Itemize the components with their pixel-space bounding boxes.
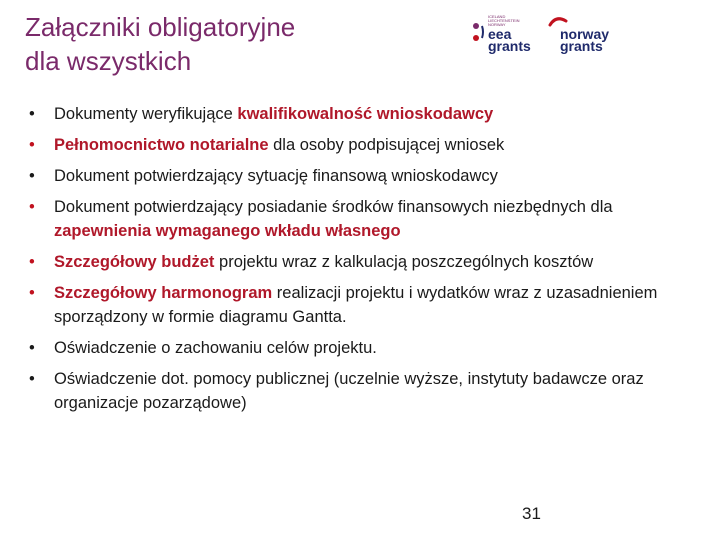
title-line-1: Załączniki obligatoryjne (25, 12, 296, 42)
norway-logo-line1: norway (560, 26, 610, 42)
norway-logo-line2: grants (560, 38, 603, 54)
list-item (29, 195, 689, 243)
eea-logo-line2: grants (488, 38, 531, 54)
requirements-list (29, 102, 689, 422)
list-item (29, 164, 689, 188)
page-title (25, 10, 425, 78)
list-item-text: dla osoby podpisującej wniosek (268, 136, 505, 154)
page-number: 31 (522, 504, 541, 523)
eea-grants-icon (470, 20, 490, 50)
title-line-2: dla wszystkich (25, 46, 192, 76)
logo-group (470, 12, 620, 57)
highlighted-text: Pełnomocnictwo notarialne (54, 136, 269, 154)
eea-logo-line1: eea (488, 26, 512, 42)
norway-grants-logo (548, 12, 620, 54)
highlighted-text: Szczegółowy budżet (54, 253, 215, 271)
list-item (29, 133, 689, 157)
list-item (29, 281, 689, 329)
highlighted-text: Szczegółowy harmonogram (54, 284, 273, 302)
list-item-text: Dokument potwierdzający posiadanie środków finansowych niezbędnych dla (54, 198, 613, 216)
list-item-text: Dokument potwierdzający sytuację finansową wnioskodawcy (54, 167, 498, 185)
list-item (29, 102, 689, 126)
list-item-text: Oświadczenie o zachowaniu celów projektu. (54, 339, 377, 357)
eea-grants-logo (470, 12, 535, 54)
list-item-text: Dokumenty weryfikujące (54, 105, 238, 123)
highlighted-text: kwalifikowalność wnioskodawcy (237, 105, 494, 123)
list-item (29, 367, 689, 415)
highlighted-text: zapewnienia wymaganego wkładu własnego (54, 222, 401, 240)
list-item (29, 250, 689, 274)
list-item-text: realizacji projektu i wydatków wraz z uzasadnieniem sporządzony w formie diagramu Gantta. (54, 284, 658, 326)
list-item-text: Oświadczenie dot. pomocy publicznej (uczelnie wyższe, instytuty badawcze oraz organizacje pozarządowe) (54, 370, 644, 412)
list-item-text: projektu wraz z kalkulacją poszczególnych kosztów (214, 253, 594, 271)
list-item (29, 336, 689, 360)
eea-tagline: ICELAND LIECHTENSTEIN NORWAY (488, 14, 520, 27)
